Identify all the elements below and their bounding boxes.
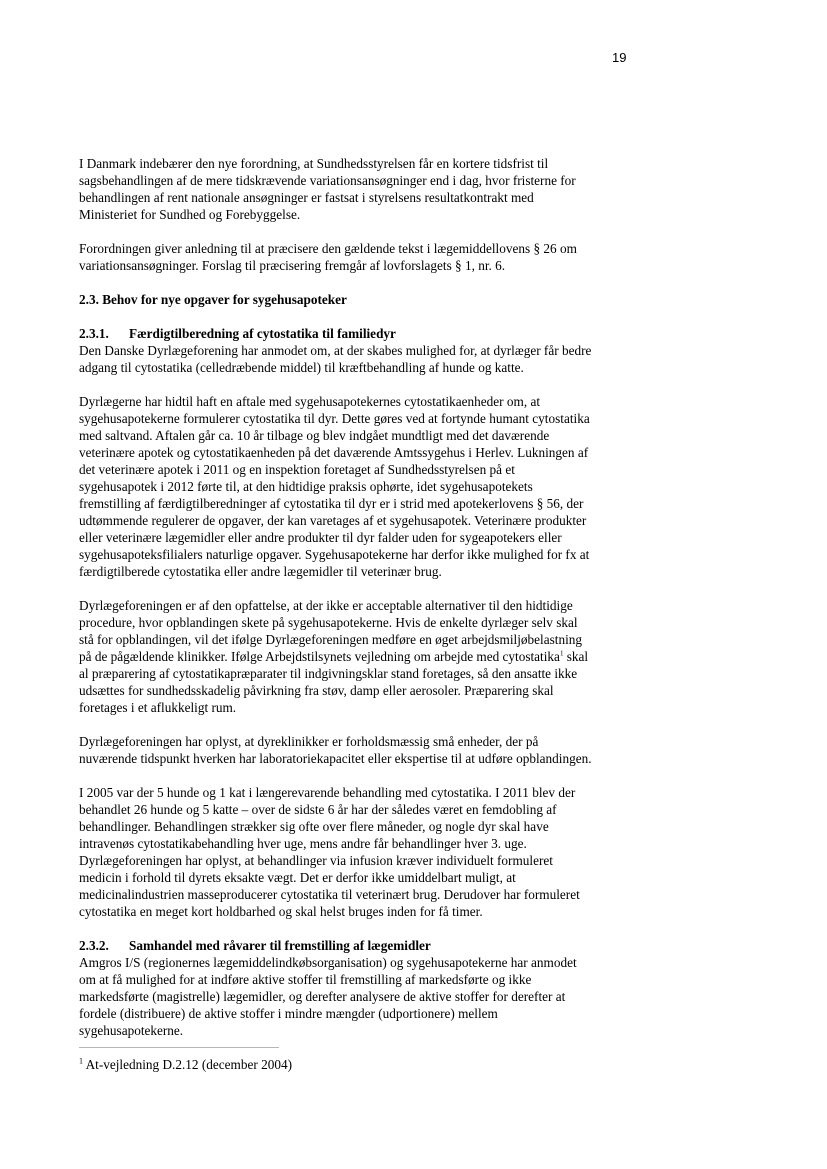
text-line: sygehusapotek i 2012 førte til, at den hidtidige praksis ophørte, idet sygehusapotekets <box>79 479 533 494</box>
text-line: Dyrlægeforeningen har oplyst, at dyreklinikker er forholdsmæssig små enheder, der på <box>79 734 539 749</box>
footnote-reference[interactable]: 1 <box>559 649 564 658</box>
text-line: Den Danske Dyrlægeforening har anmodet om, at der skabes mulighed for, at dyrlæger får bedre <box>79 343 592 358</box>
text-line: nuværende tidspunkt hverken har laboratoriekapacitet eller ekspertise til at udføre opblandingen. <box>79 751 592 766</box>
text-line: markedsførte (magistrelle) lægemidler, og derefter analysere de aktive stoffer for derefter at <box>79 989 566 1004</box>
text-line: fremstilling af færdigtilberedninger af cytostatika til dyr er i strid med apotekerlovens § 56, der <box>79 496 584 511</box>
text-line: sygehusapotekerne. <box>79 1023 184 1038</box>
footnote-text: At-vejledning D.2.12 (december 2004) <box>83 1057 292 1072</box>
text-segment: skal <box>563 649 589 664</box>
text-line: behandlinger. Behandlingen strækker sig ofte over flere måneder, og nogle dyr skal have <box>79 819 549 834</box>
text-line: sagsbehandlingen af de mere tidskrævende variationsansøgninger end i dag, hvor fristerne for <box>79 173 576 188</box>
text-line: fordele (distribuere) de aktive stoffer i mindre mængder (udportionere) mellem <box>79 1006 498 1021</box>
text-line: udsættes for sundhedsskadelig påvirkning fra støv, damp eller aerosoler. Præparering skal <box>79 683 554 698</box>
text-line: adgang til cytostatika (celledræbende middel) til kræftbehandling af hunde og katte. <box>79 360 524 375</box>
section-heading-2-3: 2.3. Behov for nye opgaver for sygehusapoteker <box>79 292 347 307</box>
text-line: cytostatika en meget kort holdbarhed og skal helst bruges inden for få timer. <box>79 904 483 919</box>
text-line: Ministeriet for Sundhed og Forebyggelse. <box>79 207 301 222</box>
footnote <box>79 1056 292 1073</box>
paragraph-clinic-capacity <box>79 733 624 767</box>
text-line: sygehusapotekerne formulerer cytostatika til dyr. Dette gøres ved at fortynde humant cytostatika <box>79 411 590 426</box>
text-line: sygehusapoteksfilialers naturlige opgaver. Sygehusapotekerne har derfor ikke mulighed for fx at <box>79 547 590 562</box>
text-line: Forordningen giver anledning til at præcisere den gældende tekst i lægemiddellovens § 26 om <box>79 241 577 256</box>
text-line: intravenøs cytostatikabehandling hver uge, mens andre får behandlinger hver 3. uge. <box>79 836 527 851</box>
text-line: eller veterinære lægemidler eller andre produkter til dyr falder uden for sygeapotekers eller <box>79 530 562 545</box>
text-line: procedure, hvor opblandingen skete på sygehusapotekerne. Hvis de enkelte dyrlæger selv skal <box>79 615 578 630</box>
subsection-heading-2-3-2 <box>79 937 624 954</box>
text-line: I 2005 var der 5 hunde og 1 kat i længerevarende behandling med cytostatika. I 2011 blev der <box>79 785 576 800</box>
subsection-title: Samhandel med råvarer til fremstilling af lægemidler <box>129 938 431 953</box>
paragraph-forordning-intro <box>79 155 624 223</box>
text-line: Dyrlægeforeningen er af den opfattelse, at der ikke er acceptable alternativer til den hidtidige <box>79 598 573 613</box>
subsection-title: Færdigtilberedning af cytostatika til familiedyr <box>129 326 396 341</box>
text-line: I Danmark indebærer den nye forordning, at Sundhedsstyrelsen får en kortere tidsfrist til <box>79 156 549 171</box>
text-line-with-footnote <box>79 648 624 665</box>
paragraph-no-alternatives <box>79 597 624 716</box>
text-line: med saltvand. Aftalen går ca. 10 år tilbage og blev indgået mundtligt med det daværende <box>79 428 550 443</box>
text-line: behandlet 26 hunde og 5 katte – over de sidste 6 år har der således været en femdobling af <box>79 802 557 817</box>
paragraph-amgros-request <box>79 954 624 1039</box>
text-line: behandlingen af rent nationale ansøgninger er fastsat i styrelsens resultatkontrakt med <box>79 190 534 205</box>
text-line: medicinalindustrien masseproducerer cytostatika til veterinært brug. Derudover har formuleret <box>79 887 580 902</box>
page-number: 19 <box>612 50 627 65</box>
text-line: om at få mulighed for at indføre aktive stoffer til fremstilling af markedsførte og ikke <box>79 972 532 987</box>
footnote-marker: 1 <box>79 1056 83 1066</box>
paragraph-dyrlaegeforening-request <box>79 342 624 376</box>
subsection-heading-2-3-1 <box>79 325 624 342</box>
paragraph-agreement-history <box>79 393 624 580</box>
text-line: Dyrlægeforeningen har oplyst, at behandlinger via infusion kræver individuelt formuleret <box>79 853 553 868</box>
text-line: medicin i forhold til dyrets eksakte vægt. Det er derfor ikke umiddelbart muligt, at <box>79 870 516 885</box>
subsection-number: 2.3.2. <box>79 938 109 953</box>
text-line: variationsansøgninger. Forslag til præcisering fremgår af lovforslagets § 1, nr. 6. <box>79 258 506 273</box>
text-line: stå for opblandingen, vil det ifølge Dyrlægeforeningen medføre en øget arbejdsmiljøbelastning <box>79 632 582 647</box>
text-line: Dyrlægerne har hidtil haft en aftale med sygehusapotekernes cytostatikaenheder om, at <box>79 394 541 409</box>
text-line: veterinære apotek og cytostatikaenheden på det daværende Amtssygehus i Herlev. Lukningen af <box>79 445 589 460</box>
text-segment: på de pågældende klinikker. Ifølge Arbejdstilsynets vejledning om arbejde med cytostatika <box>79 649 560 664</box>
subsection-number: 2.3.1. <box>79 326 109 341</box>
text-line: færdigtilberede cytostatika eller andre lægemidler til veterinær brug. <box>79 564 442 579</box>
text-line: udtømmende regulerer de opgaver, der kan varetages af et sygehusapotek. Veterinære produkter <box>79 513 587 528</box>
text-line: Amgros I/S (regionernes lægemiddelindkøbsorganisation) og sygehusapotekerne har anmodet <box>79 955 577 970</box>
document-body <box>79 155 624 1056</box>
paragraph-treatment-statistics <box>79 784 624 920</box>
footnote-separator <box>79 1047 279 1048</box>
text-line: det veterinære apotek i 2011 og en inspektion foretaget af Sundhedsstyrelsen på et <box>79 462 515 477</box>
paragraph-forordning-precision <box>79 240 624 274</box>
text-line: al præparering af cytostatikapræparater til indgivningsklar stand foretages, så den ansatte ikke <box>79 666 578 681</box>
text-line: foretages i et aflukkeligt rum. <box>79 700 237 715</box>
